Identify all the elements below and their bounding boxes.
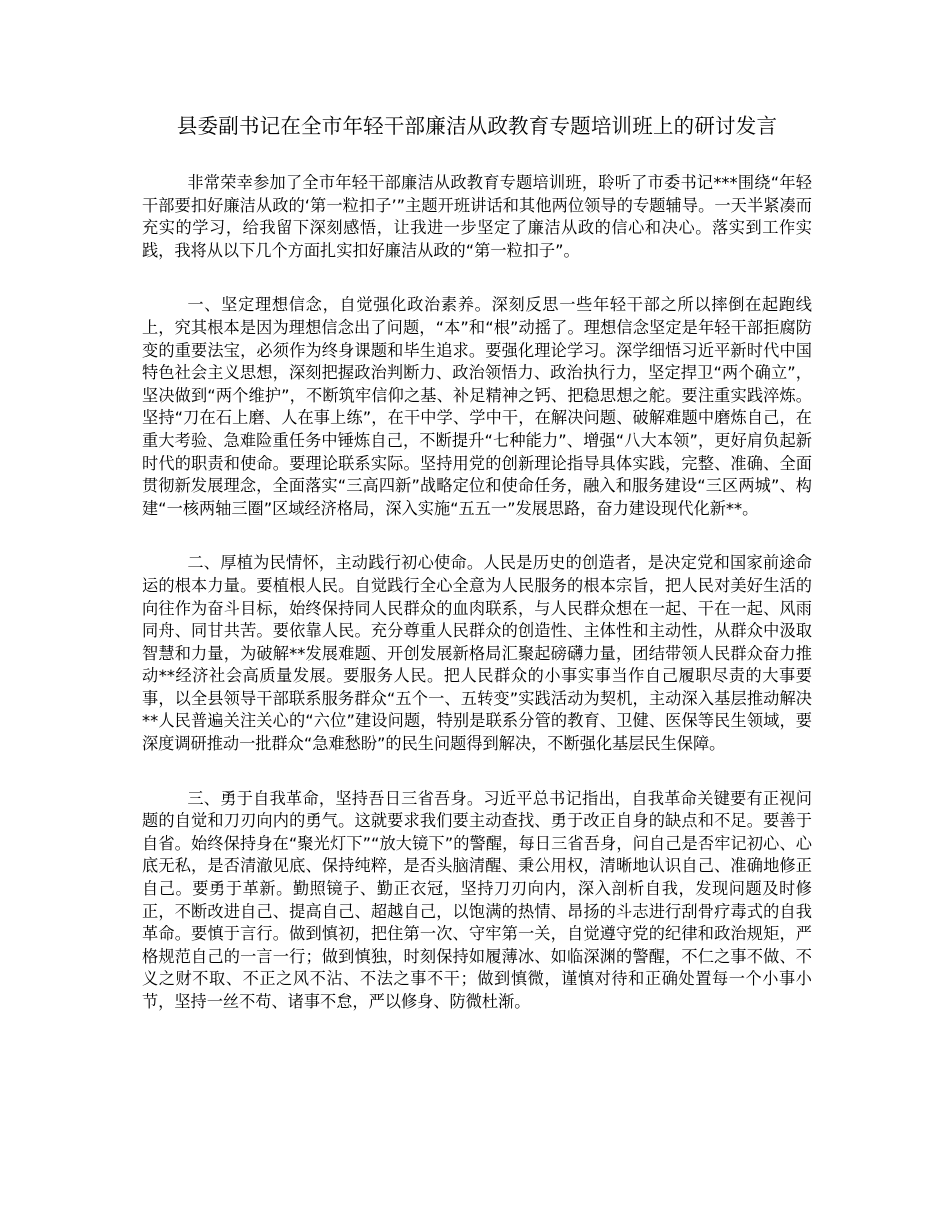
- document-body: [142, 172, 812, 1014]
- intro-paragraph: 非常荣幸参加了全市年轻干部廉洁从政教育专题培训班，聆听了市委书记***围绕“年轻干部要扣好廉洁从政的‘第一粒扣子’”主题开班讲话和其他两位领导的专题辅导。一天半紧凑而充实的学习，给我留下深刻感悟，让我进一步坚定了廉洁从政的信心和决心。落实到工作实践，我将从以下几个方面扎实扣好廉洁从政的“第一粒扣子”。: [142, 173, 812, 260]
- document-page: [142, 112, 812, 1046]
- section-three-paragraph: 三、勇于自我革命，坚持吾日三省吾身。习近平总书记指出，自我革命关键要有正视问题的自觉和刀刃向内的勇气。这就要求我们要主动查找、勇于改正自身的缺点和不足。要善于自省。始终保持身在“聚光灯下”“放大镜下”的警醒，每日三省吾身，问自己是否牢记初心、心底无私，是否清澈见底、保持纯粹，是否头脑清醒、秉公用权，清晰地认识自己、准确地修正自己。要勇于革新。勤照镜子、勤正衣冠，坚持刀刃向内，深入剖析自我，发现问题及时修正，不断改进自己、提高自己、超越自己，以饱满的热情、昂扬的斗志进行刮骨疗毒式的自我革命。要慎于言行。做到慎初，把住第一次、守牢第一关，自觉遵守党的纪律和政治规矩，严格规范自己的一言一行；做到慎独，时刻保持如履薄冰、如临深渊的警醒，不仁之事不做、不义之财不取、不正之风不沾、不法之事不干；做到慎微，谨慎对待和正确处置每一个小事小节，坚持一丝不苟、诸事不怠，严以修身、防微杜渐。: [142, 788, 812, 1011]
- document-title: 县委副书记在全市年轻干部廉洁从政教育专题培训班上的研讨发言: [176, 114, 778, 138]
- section-two-paragraph: 二、厚植为民情怀，主动践行初心使命。人民是历史的创造者，是决定党和国家前途命运的根本力量。要植根人民。自觉践行全心全意为人民服务的根本宗旨，把人民对美好生活的向往作为奋斗目标，始终保持同人民群众的血肉联系，与人民群众想在一起、干在一起、风雨同舟、同甘共苦。要依靠人民。充分尊重人民群众的创造性、主体性和主动性，从群众中汲取智慧和力量，为破解**发展难题、开创发展新格局汇聚起磅礴力量，团结带领人民群众奋力推动**经济社会高质量发展。要服务人民。把人民群众的小事实事当作自己履职尽责的大事要事，以全县领导干部联系服务群众“五个一、五转变”实践活动为契机，主动深入基层推动解决**人民普遍关注关心的“六位”建设问题，特别是联系分管的教育、卫健、医保等民生领域，要深度调研推动一批群众“急难愁盼”的民生问题得到解决，不断强化基层民生保障。: [142, 553, 812, 754]
- section-one-paragraph: 一、坚定理想信念，自觉强化政治素养。深刻反思一些年轻干部之所以摔倒在起跑线上，究其根本是因为理想信念出了问题，“本”和“根”动摇了。理想信念坚定是年轻干部拒腐防变的重要法宝，必须作为终身课题和毕生追求。要强化理论学习。深学细悟习近平新时代中国特色社会主义思想，深刻把握政治判断力、政治领悟力、政治执行力，坚定捍卫“两个确立”，坚决做到“两个维护”，不断筑牢信仰之基、补足精神之钙、把稳思想之舵。要注重实践淬炼。坚持“刀在石上磨、人在事上练”，在干中学、学中干，在解决问题、破解难题中磨炼自己，在重大考验、急难险重任务中锤炼自己，不断提升“七种能力”、增强“八大本领”，更好肩负起新时代的职责和使命。要理论联系实际。坚持用党的创新理论指导具体实践，完整、准确、全面贯彻新发展理念，全面落实“三高四新”战略定位和使命任务，融入和服务建设“三区两城”、构建“一核两轴三圈”区域经济格局，深入实施“五五一”发展思路，奋力建设现代化新**。: [142, 295, 812, 518]
